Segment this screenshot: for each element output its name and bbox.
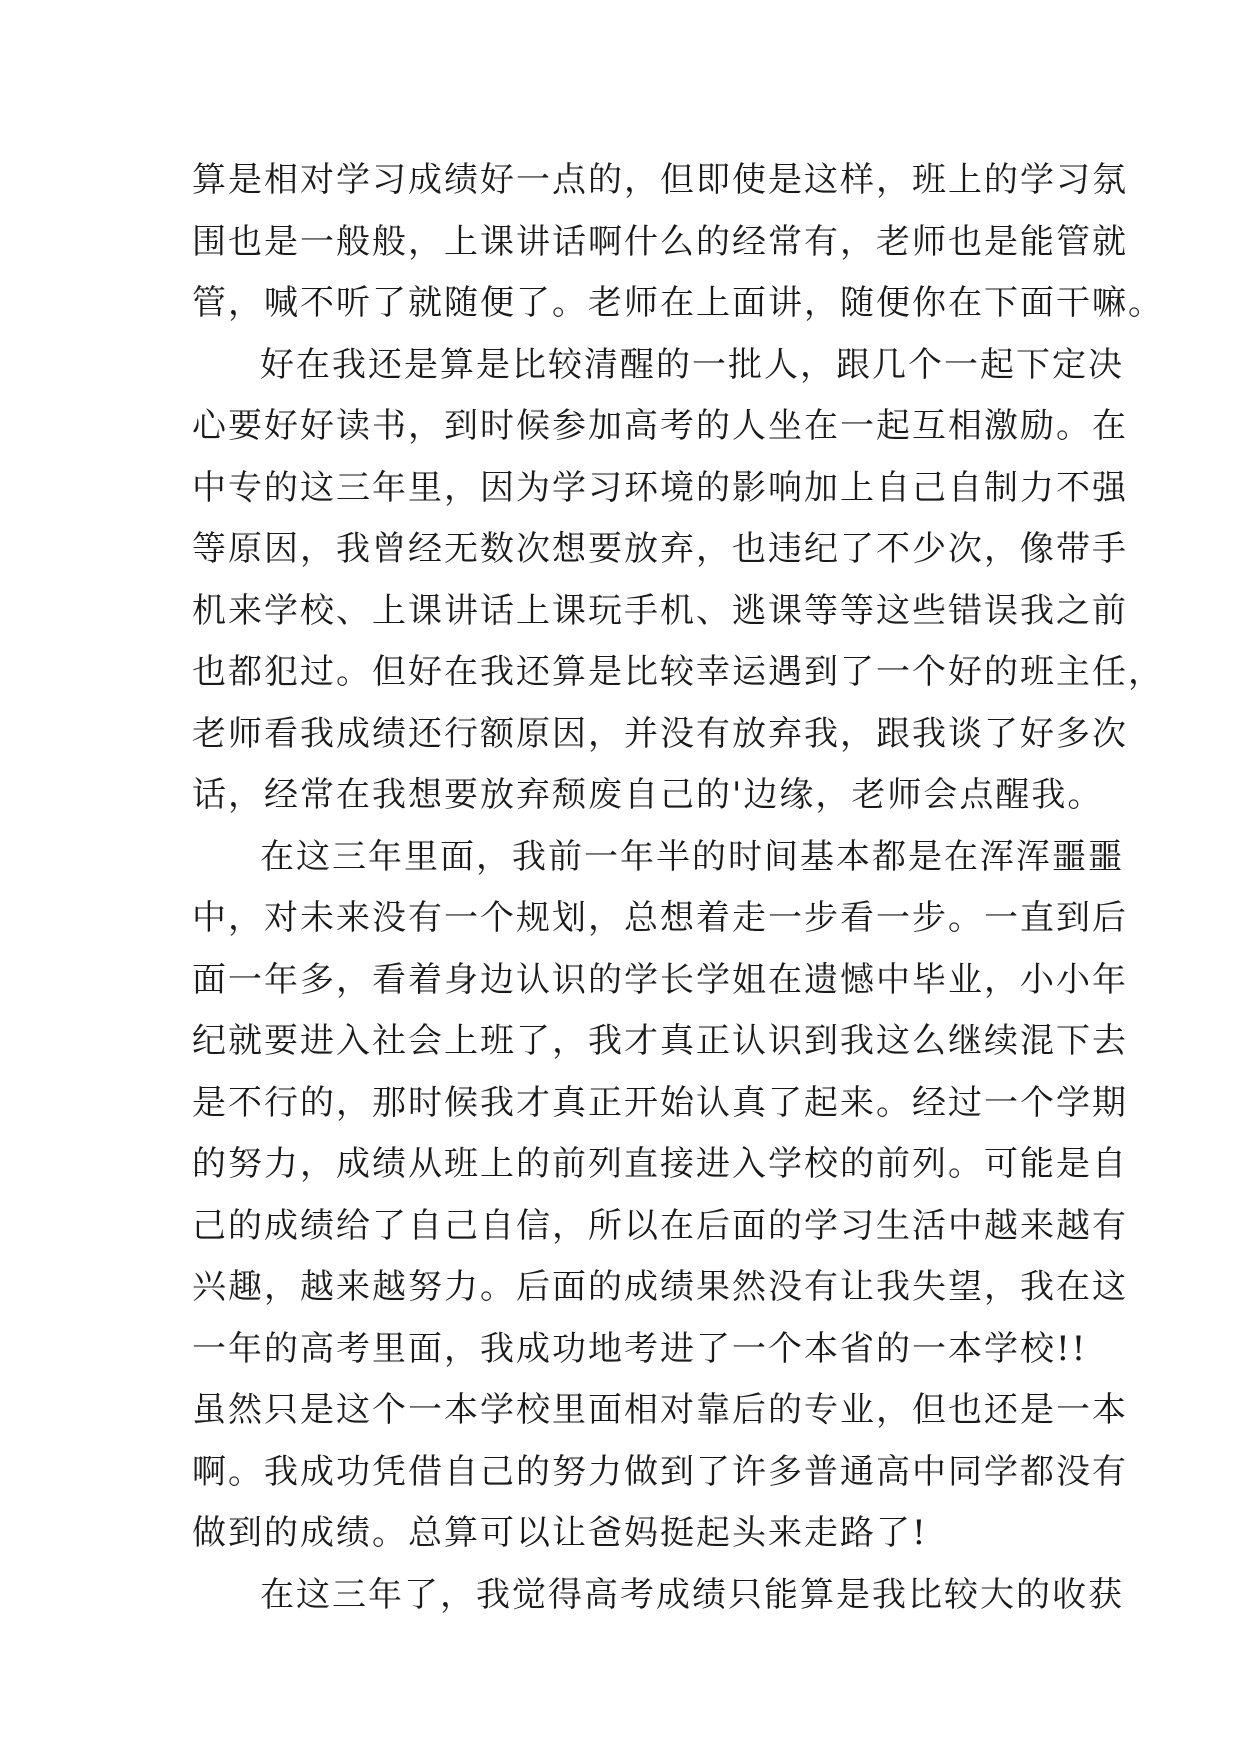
paragraph-first-line: 在这三年了，我觉得高考成绩只能算是我比较大的收获 — [260, 1574, 1124, 1615]
text-line: 做到的成绩。总算可以让爸妈挺起头来走路了! — [192, 1513, 928, 1553]
text-line: 机来学校、上课讲话上课玩手机、逃课等等这些错误我之前 — [192, 590, 1128, 631]
text-line: 管，喊不听了就随便了。老师在上面讲，随便你在下面干嘛。 — [192, 283, 1164, 323]
text-line: 一年的高考里面，我成功地考进了一个本省的一本学校!! — [192, 1328, 1088, 1369]
text-line: 心要好好读书，到时候参加高考的人坐在一起互相激励。在 — [192, 406, 1128, 446]
text-line: 面一年多，看着身边认识的学长学姐在遗憾中毕业，小小年 — [192, 959, 1128, 1000]
text-line: 是不行的，那时候我才真正开始认真了起来。经过一个学期 — [192, 1082, 1128, 1123]
text-line: 算是相对学习成绩好一点的，但即使是这样，班上的学习氛 — [192, 160, 1128, 200]
text-line: 的努力，成绩从班上的前列直接进入学校的前列。可能是自 — [192, 1144, 1128, 1184]
text-line: 老师看我成绩还行额原因，并没有放弃我，跟我谈了好多次 — [192, 713, 1128, 754]
text-line: 啊。我成功凭借自己的努力做到了许多普通高中同学都没有 — [192, 1451, 1128, 1492]
text-line: 己的成绩给了自己自信，所以在后面的学习生活中越来越有 — [192, 1205, 1128, 1246]
text-line: 纪就要进入社会上班了，我才真正认识到我这么继续混下去 — [192, 1021, 1128, 1061]
text-line: 围也是一般般，上课讲话啊什么的经常有，老师也是能管就 — [192, 221, 1128, 262]
text-line: 中，对未来没有一个规划，总想着走一步看一步。一直到后 — [192, 898, 1128, 938]
text-line: 兴趣，越来越努力。后面的成绩果然没有让我失望，我在这 — [192, 1267, 1128, 1307]
body-text — [192, 150, 1164, 1626]
text-line: 等原因，我曾经无数次想要放弃，也违纪了不少次，像带手 — [192, 529, 1128, 569]
text-line: 虽然只是这个一本学校里面相对靠后的专业，但也还是一本 — [192, 1390, 1128, 1430]
paragraph-first-line: 在这三年里面，我前一年半的时间基本都是在浑浑噩噩 — [260, 836, 1124, 877]
paragraph-first-line: 好在我还是算是比较清醒的一批人，跟几个一起下定决 — [260, 344, 1124, 385]
text-line: 话，经常在我想要放弃颓废自己的'边缘，老师会点醒我。 — [192, 775, 1104, 815]
text-line: 也都犯过。但好在我还算是比较幸运遇到了一个好的班主任， — [192, 652, 1164, 692]
text-line: 中专的这三年里，因为学习环境的影响加上自己自制力不强 — [192, 467, 1128, 508]
